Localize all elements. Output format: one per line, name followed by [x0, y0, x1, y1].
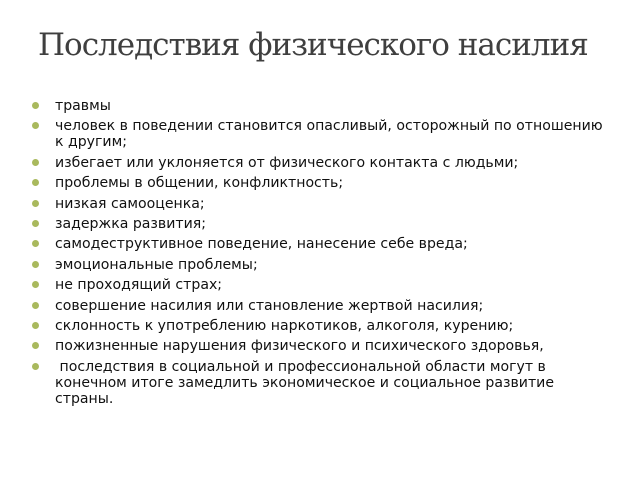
bullet-dot-icon — [32, 363, 39, 370]
bullet-text: избегает или уклоняется от физического контакта с людьми; — [55, 154, 519, 171]
bullet-text: низкая самооценка; — [55, 195, 205, 212]
bullet-dot-icon — [32, 220, 39, 227]
bullet-dot-icon — [32, 261, 39, 268]
list-item — [30, 277, 615, 293]
bullet-dot-icon — [32, 322, 39, 329]
bullet-text: задержка развития; — [55, 215, 206, 232]
bullet-dot-icon — [32, 342, 39, 349]
bullet-dot-icon — [32, 200, 39, 207]
bullet-text: пожизненные нарушения физического и психического здоровья, — [55, 338, 544, 355]
bullet-text: последствия в социальной и профессиональной области могут в конечном итоге замедлить экономическое и социальное развитие страны. — [55, 358, 559, 407]
list-item — [30, 155, 615, 171]
bullet-dot-icon — [32, 302, 39, 309]
bullet-dot-icon — [32, 240, 39, 247]
bullet-list — [30, 98, 615, 411]
list-item — [30, 118, 615, 150]
bullet-dot-icon — [32, 122, 39, 129]
bullet-text: совершение насилия или становление жертвой насилия; — [55, 297, 484, 314]
list-item — [30, 216, 615, 232]
bullet-text: человек в поведении становится опасливый, осторожный по отношению к другим; — [55, 118, 608, 151]
list-item — [30, 196, 615, 212]
list-item — [30, 236, 615, 252]
bullet-text: не проходящий страх; — [55, 277, 223, 294]
bullet-dot-icon — [32, 102, 39, 109]
list-item — [30, 298, 615, 314]
bullet-dot-icon — [32, 179, 39, 186]
bullet-text: проблемы в общении, конфликтность; — [55, 175, 344, 192]
bullet-text: самодеструктивное поведение, нанесение себе вреда; — [55, 236, 468, 253]
list-item — [30, 175, 615, 191]
bullet-dot-icon — [32, 159, 39, 166]
list-item — [30, 98, 615, 114]
list-item — [30, 359, 615, 407]
list-item — [30, 318, 615, 334]
list-item — [30, 257, 615, 273]
slide-title: Последствия физического насилия — [38, 27, 588, 63]
list-item — [30, 338, 615, 354]
bullet-text: травмы — [55, 98, 111, 114]
bullet-dot-icon — [32, 281, 39, 288]
bullet-text: склонность к употреблению наркотиков, алкоголя, курению; — [55, 317, 514, 334]
bullet-text: эмоциональные проблемы; — [55, 256, 258, 273]
